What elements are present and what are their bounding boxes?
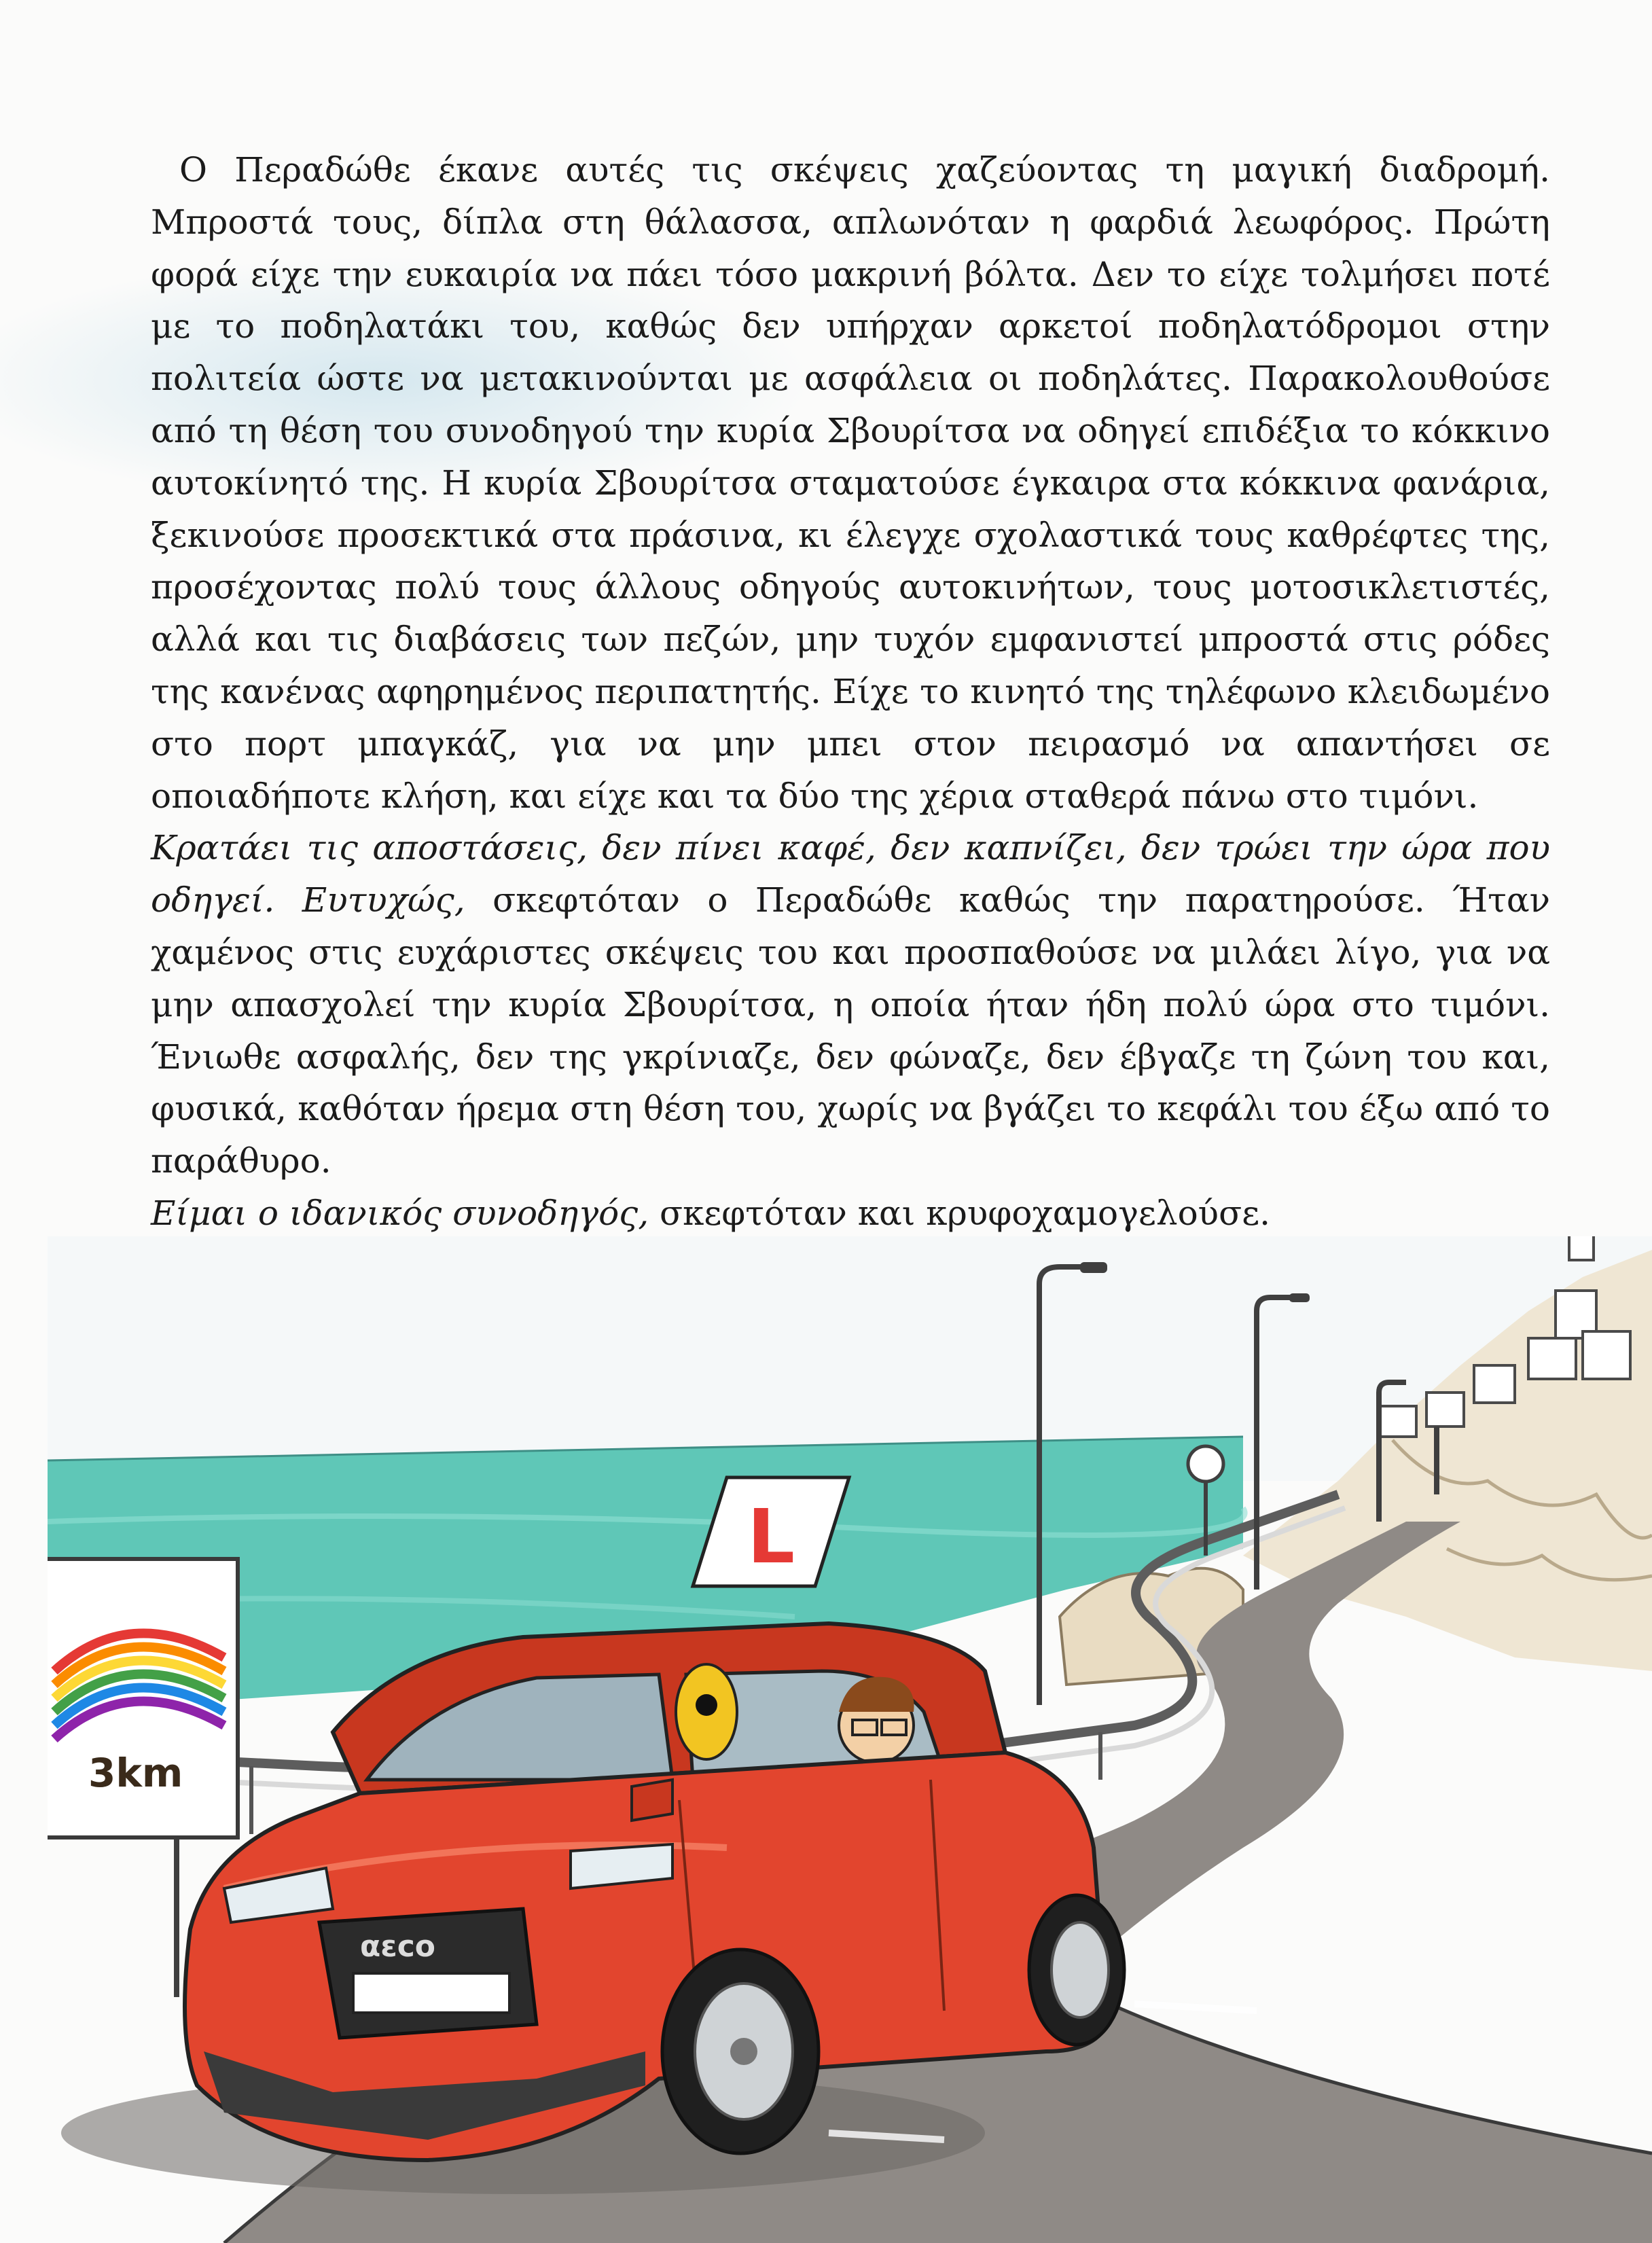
thought-line-1 [151,1187,1550,1240]
learner-plate: L [747,1493,795,1580]
thought-line-1-italic: Είμαι ο ιδανικός συνοδηγός, [151,1193,649,1233]
story-text [151,144,1550,1344]
story-paragraph-2-text: σκεφτόταν ο Περαδώθε καθώς την παρατηρούσε. Ήταν χαμένος στις ευχάριστες σκέψεις του και προσπαθούσε να μιλάει λίγο, για να μην απασχολεί την κυρία Σβουρίτσα, η οποία ήταν ήδη πολύ ώρα στο τιμόνι. Ένιωθε ασφαλής, δεν της γκρίνιαζε, δεν φώναζε, δεν έβγαζε τη ζώνη του και, φυσικά, καθόταν ήρεμα στη θέση του, χωρίς να βγάζει το κεφάλι του έξω από το παράθυρο. [151,880,1550,1181]
front-wheel [662,1950,819,2153]
car-illustration [48,1236,1652,2243]
story-paragraph-2 [151,822,1550,1187]
story-paragraph-1: Ο Περαδώθε έκανε αυτές τις σκέψεις χαζεύοντας τη μαγική διαδρομή. Μπροστά τους, δίπλα στη θάλασσα, απλωνόταν η φαρδιά λεωφόρος. Πρώτη φορά είχε την ευκαιρία να πάει τόσο μακρινή βόλτα. Δεν το είχε τολμήσει ποτέ με το ποδηλατάκι του, καθώς δεν υπήρχαν αρκετοί ποδηλατόδρομοι στην πολιτεία ώστε να μετακινούνται με ασφάλεια οι ποδηλάτες. Παρακολουθούσε από τη θέση του συνοδηγού την κυρία Σβουρίτσα να οδηγεί επιδέξια το κόκκινο αυτοκίνητό της. Η κυρία Σβουρίτσα σταματούσε έγκαιρα στα κόκκινα φανάρια, ξεκινούσε προσεκτικά στα πράσινα, κι έλεγχε σχολαστικά τους καθρέφτες της, προσέχοντας πολύ τους άλλους οδηγούς αυτοκινήτων, τους μοτοσικλετιστές, αλλά και τις διαβάσεις των πεζών, μην τυχόν εμφανιστεί μπροστά στις ρόδες της κανένας αφηρημένος περιπατητής. Είχε το κινητό της τηλέφωνο κλειδωμένο στο πορτ μπαγκάζ, για να μην μπει στον πειρασμό να απαντήσει σε οποιαδήποτε κλήση, και είχε και τα δύο της χέρια σταθερά πάνω στο τιμόνι. [151,150,1550,816]
road-sign-text: 3km [88,1750,183,1796]
car-badge: αεcο [360,1929,436,1964]
rear-wheel [1029,1895,1124,2045]
inner-thought-safety: Κρατάει τις αποστάσεις, δεν πίνει καφέ, δεν καπνίζει, δεν τρώει την ώρα που οδηγεί. Ευτυχώς, [151,828,1550,920]
thought-line-1-rest: σκεφτόταν και κρυφοχαμογελούσε. [660,1193,1270,1233]
